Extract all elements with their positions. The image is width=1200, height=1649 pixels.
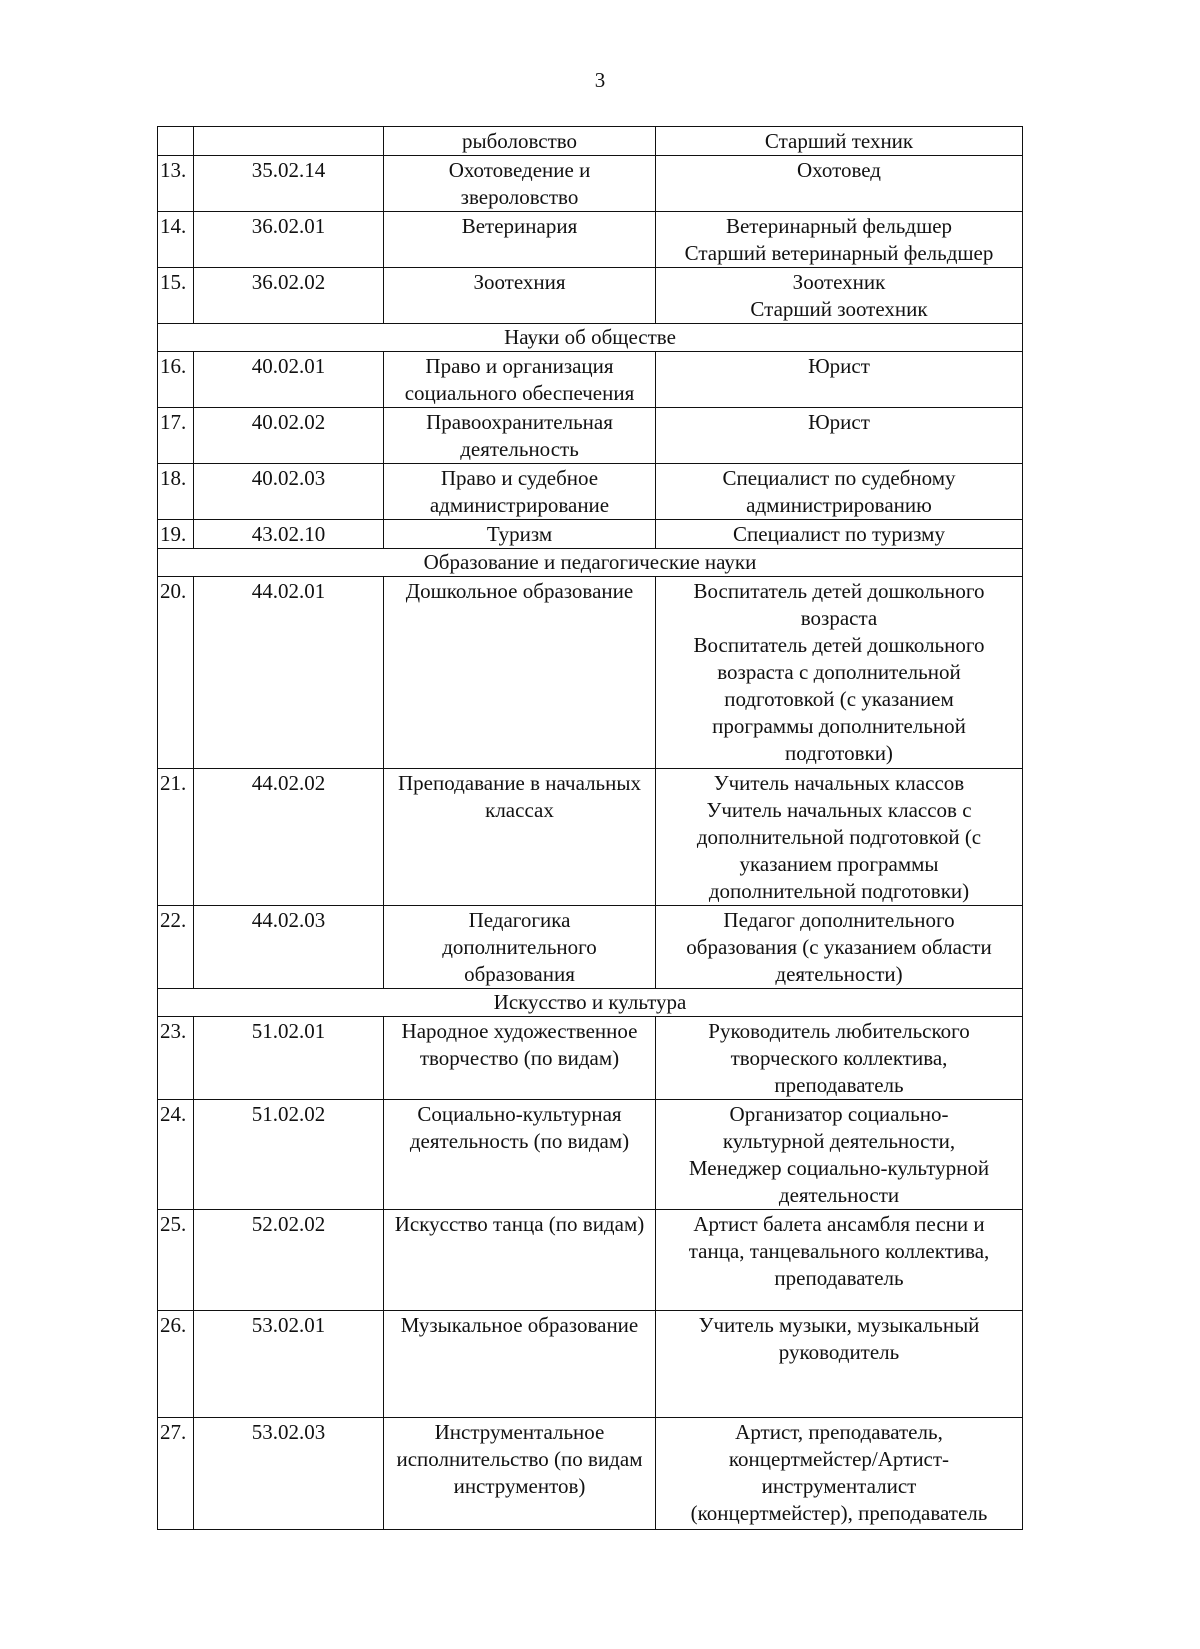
qualification-line: Старший ветеринарный фельдшер (684, 241, 994, 265)
specialty-name-cell (384, 156, 656, 212)
specialty-name-line: Социально-культурная (417, 1102, 622, 1126)
qualification-line: Организатор социально- (729, 1102, 949, 1126)
specialty-name-cell (384, 464, 656, 520)
qualification-line: подготовкой (с указанием (724, 687, 954, 711)
specialty-code-cell: 43.02.10 (194, 520, 384, 549)
qualification-line: дополнительной подготовки) (708, 879, 970, 903)
specialty-name-line: Ветеринария (461, 214, 578, 238)
section-header-row (158, 324, 1023, 352)
qualification-line: Специалист по судебному (722, 466, 956, 490)
specialty-code-cell: 36.02.01 (194, 212, 384, 268)
specialty-name-cell (384, 408, 656, 464)
specialty-name-line: деятельность (460, 437, 579, 461)
qualification-cell (656, 1017, 1023, 1100)
specialty-code-cell: 40.02.01 (194, 352, 384, 408)
qualification-line: Артист, преподаватель, (735, 1420, 943, 1444)
qualification-line: Руководитель любительского (708, 1019, 970, 1043)
table-row (158, 212, 1023, 268)
section-header-row (158, 549, 1023, 577)
row-number-cell: 19. (158, 520, 194, 549)
qualification-cell (656, 464, 1023, 520)
specialty-name-line: инструментов) (453, 1474, 586, 1498)
qualification-line: Специалист по туризму (733, 522, 945, 546)
specialty-code-cell: 51.02.01 (194, 1017, 384, 1100)
qualification-cell (656, 127, 1023, 156)
row-number-cell: 27. (158, 1418, 194, 1530)
table-row (158, 1418, 1023, 1530)
row-number-cell: 26. (158, 1311, 194, 1418)
specialty-name-line: образования (464, 962, 575, 986)
specialty-name-line: Народное художественное (401, 1019, 638, 1043)
specialty-name-line: творчество (по видам) (419, 1046, 620, 1070)
row-number-cell: 16. (158, 352, 194, 408)
specialty-name-cell (384, 1100, 656, 1210)
table-row (158, 464, 1023, 520)
table-row (158, 1311, 1023, 1418)
specialty-code-cell: 53.02.01 (194, 1311, 384, 1418)
specialty-code-cell: 40.02.03 (194, 464, 384, 520)
specialty-name-line: исполнительство (по видам (396, 1447, 643, 1471)
qualification-cell (656, 352, 1023, 408)
qualification-line: Педагог дополнительного (723, 908, 955, 932)
qualification-cell (656, 1418, 1023, 1530)
specialty-name-cell (384, 1311, 656, 1418)
specialty-name-cell (384, 1017, 656, 1100)
specialties-table (157, 126, 1023, 1530)
specialty-code-cell: 40.02.02 (194, 408, 384, 464)
table-row (158, 1210, 1023, 1311)
table-row (158, 156, 1023, 212)
specialty-code-cell: 53.02.03 (194, 1418, 384, 1530)
specialty-code-cell: 44.02.02 (194, 769, 384, 906)
specialty-name-line: классах (485, 798, 554, 822)
section-title: Искусство и культура (158, 989, 1023, 1017)
qualification-line: деятельности) (775, 962, 903, 986)
qualification-cell (656, 212, 1023, 268)
table-row (158, 352, 1023, 408)
qualification-line: (концертмейстер), преподаватель (690, 1501, 988, 1525)
specialty-name-line: социального обеспечения (404, 381, 635, 405)
qualification-line: Юрист (808, 354, 870, 378)
qualification-line: руководитель (778, 1340, 900, 1364)
specialty-name-cell (384, 769, 656, 906)
qualification-line: культурной деятельности, (722, 1129, 956, 1153)
row-number-cell: 18. (158, 464, 194, 520)
table-row (158, 906, 1023, 989)
qualification-line: Артист балета ансамбля песни и (693, 1212, 985, 1236)
table-row (158, 1100, 1023, 1210)
qualification-line: Учитель начальных классов с (706, 798, 972, 822)
specialty-code-cell: 36.02.02 (194, 268, 384, 324)
specialty-name-line: Инструментальное (434, 1420, 605, 1444)
qualification-line: Учитель начальных классов (713, 771, 965, 795)
section-title: Науки об обществе (158, 324, 1023, 352)
specialty-name-line: дополнительного (442, 935, 597, 959)
specialty-name-line: Охотоведение и (448, 158, 591, 182)
specialty-name-cell (384, 906, 656, 989)
specialty-code-cell (194, 127, 384, 156)
page-number: 3 (594, 68, 606, 92)
row-number-cell: 14. (158, 212, 194, 268)
qualification-line: Учитель музыки, музыкальный (698, 1313, 980, 1337)
qualification-line: Зоотехник (792, 270, 886, 294)
specialty-code-cell: 51.02.02 (194, 1100, 384, 1210)
section-title: Образование и педагогические науки (158, 549, 1023, 577)
specialty-name-line: Правоохранительная (426, 410, 613, 434)
qualification-line: Старший техник (764, 129, 914, 153)
row-number-cell: 20. (158, 577, 194, 769)
specialty-name-line: звероловство (460, 185, 579, 209)
qualification-line: преподаватель (774, 1266, 904, 1290)
specialty-name-line: Искусство танца (по видам) (394, 1212, 645, 1236)
table-row (158, 1017, 1023, 1100)
specialty-name-cell (384, 268, 656, 324)
specialty-name-line: рыболовство (461, 129, 578, 153)
qualification-line: концертмейстер/Артист- (728, 1447, 950, 1471)
row-number-cell: 15. (158, 268, 194, 324)
qualification-line: возраста с дополнительной (717, 660, 961, 684)
qualification-cell (656, 577, 1023, 769)
specialty-name-line: Педагогика (468, 908, 571, 932)
qualification-cell (656, 268, 1023, 324)
qualification-line: образования (с указанием области (686, 935, 992, 959)
qualification-line: инструменталист (761, 1474, 917, 1498)
specialty-code-cell: 52.02.02 (194, 1210, 384, 1311)
specialty-code-cell: 44.02.03 (194, 906, 384, 989)
qualification-cell (656, 769, 1023, 906)
qualification-line: танца, танцевального коллектива, (688, 1239, 990, 1263)
specialty-code-cell: 44.02.01 (194, 577, 384, 769)
row-number-cell: 17. (158, 408, 194, 464)
table-row (158, 127, 1023, 156)
qualification-line: администрированию (746, 493, 932, 517)
qualification-cell (656, 1210, 1023, 1311)
specialty-name-line: Дошкольное образование (405, 579, 634, 603)
qualification-line: творческого коллектива, (730, 1046, 948, 1070)
row-number-cell: 24. (158, 1100, 194, 1210)
qualification-cell (656, 520, 1023, 549)
row-number-cell: 25. (158, 1210, 194, 1311)
qualification-line: возраста (800, 606, 878, 630)
specialty-name-line: Преподавание в начальных (398, 771, 641, 795)
table-row (158, 268, 1023, 324)
row-number-cell: 22. (158, 906, 194, 989)
specialty-name-line: Туризм (486, 522, 553, 546)
specialty-name-cell (384, 352, 656, 408)
table-row (158, 577, 1023, 769)
specialty-name-line: Право и судебное (440, 466, 599, 490)
qualification-line: преподаватель (774, 1073, 904, 1097)
qualification-line: Воспитатель детей дошкольного (693, 579, 985, 603)
specialty-name-line: Зоотехния (473, 270, 566, 294)
qualification-line: Менеджер социально-культурной (688, 1156, 990, 1180)
qualification-line: Ветеринарный фельдшер (725, 214, 953, 238)
specialty-name-line: Музыкальное образование (400, 1313, 639, 1337)
table-row (158, 769, 1023, 906)
qualification-cell (656, 156, 1023, 212)
specialty-name-cell (384, 520, 656, 549)
section-header-row (158, 989, 1023, 1017)
qualification-line: указанием программы (739, 852, 939, 876)
specialty-name-line: Право и организация (425, 354, 614, 378)
qualification-cell (656, 408, 1023, 464)
qualification-cell (656, 906, 1023, 989)
qualification-line: Юрист (808, 410, 870, 434)
specialty-name-cell (384, 127, 656, 156)
qualification-line: дополнительной подготовкой (с (696, 825, 982, 849)
row-number-cell: 23. (158, 1017, 194, 1100)
qualification-line: подготовки) (785, 741, 893, 765)
specialty-name-line: администрирование (429, 493, 610, 517)
row-number-cell: 21. (158, 769, 194, 906)
row-number-cell: 13. (158, 156, 194, 212)
qualification-line: программы дополнительной (712, 714, 966, 738)
row-number-cell (158, 127, 194, 156)
qualification-line: Воспитатель детей дошкольного (693, 633, 985, 657)
qualification-line: Старший зоотехник (750, 297, 928, 321)
specialty-name-cell (384, 1210, 656, 1311)
qualification-line: деятельности (778, 1183, 900, 1207)
specialty-name-cell (384, 577, 656, 769)
specialty-name-line: деятельность (по видам) (409, 1129, 630, 1153)
specialty-code-cell: 35.02.14 (194, 156, 384, 212)
qualification-cell (656, 1311, 1023, 1418)
table-row (158, 408, 1023, 464)
specialty-name-cell (384, 212, 656, 268)
qualification-cell (656, 1100, 1023, 1210)
table-row (158, 520, 1023, 549)
specialty-name-cell (384, 1418, 656, 1530)
qualification-line: Охотовед (796, 158, 881, 182)
